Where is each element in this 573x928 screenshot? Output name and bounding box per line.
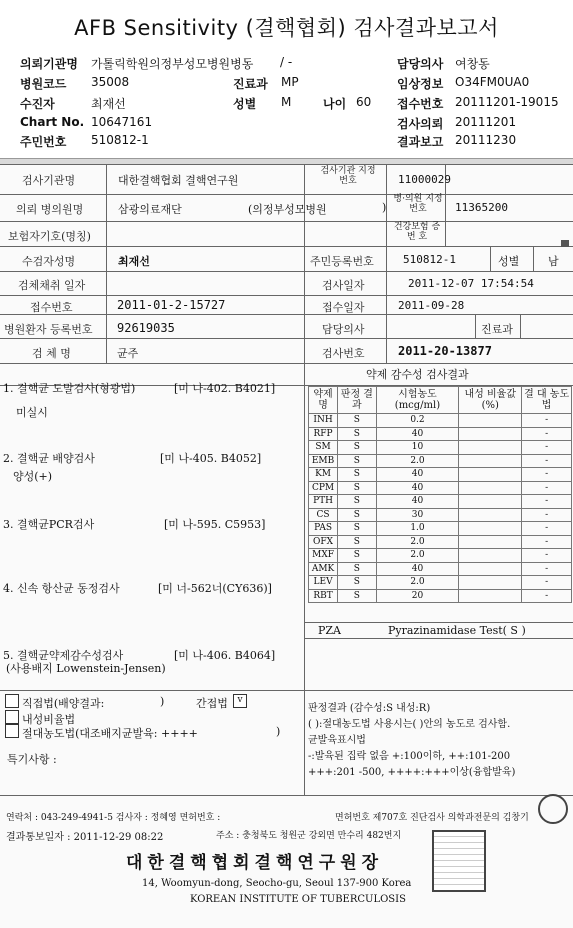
direct-close: ): [160, 695, 165, 708]
test-5-name: 5. 결핵균약제감수성검사: [3, 649, 124, 662]
susceptibility-cell: [459, 414, 522, 428]
susceptibility-cell: LEV: [309, 576, 338, 590]
susceptibility-cell: -: [522, 468, 572, 482]
hdr-value: 35008: [91, 75, 130, 89]
hdr-age-value: 60: [356, 95, 372, 109]
susceptibility-row: [309, 549, 572, 563]
req-sub: (의정부성모병원: [248, 203, 327, 216]
indirect-label: 간접법: [196, 697, 228, 710]
footer-notice-date: 결과통보일자 : 2011-12-29 08:22: [6, 832, 164, 843]
susceptibility-cell: S: [338, 468, 377, 482]
hdr-ward: / -: [280, 55, 293, 69]
susceptibility-cell: [459, 549, 522, 563]
exam-no-value: 2011-20-13877: [398, 344, 492, 358]
susceptibility-cell: [459, 441, 522, 455]
susceptibility-header: 결 대 농도법: [522, 387, 572, 414]
inst-no-label: 검사기관 지정번호: [320, 166, 376, 186]
susceptibility-cell: -: [522, 427, 572, 441]
reg-value: 92619035: [117, 321, 175, 335]
susceptibility-cell: 40: [376, 495, 459, 509]
susceptibility-cell: -: [522, 522, 572, 536]
legend-line: 균발육표시법: [308, 735, 366, 746]
test-4-name: 4. 신속 항산균 동정검사: [3, 582, 120, 595]
hdr-value: 10647161: [91, 115, 153, 129]
susceptibility-cell: -: [522, 454, 572, 468]
exam-no-label: 검사번호: [322, 347, 365, 360]
susceptibility-cell: AMK: [309, 562, 338, 576]
susceptibility-cell: -: [522, 414, 572, 428]
rrn-label: 주민등록번호: [310, 255, 374, 268]
legend-line: 판정결과 (감수성:S 내성:R): [308, 703, 431, 714]
hdr-label: 의뢰기관명: [20, 57, 78, 71]
susceptibility-cell: S: [338, 535, 377, 549]
susceptibility-row: [309, 495, 572, 509]
susceptibility-cell: [459, 522, 522, 536]
reg-label: 병원환자 등록번호: [4, 323, 93, 336]
susceptibility-cell: -: [522, 576, 572, 590]
legend-line: ( ):절대농도법 사용시는( )안의 농도로 검사함.: [308, 719, 511, 730]
susceptibility-cell: [459, 468, 522, 482]
report-title: AFB Sensitivity (결핵협회) 검사결과보고서: [74, 16, 499, 40]
hdr-label: 임상정보: [397, 77, 444, 91]
susceptibility-cell: [459, 535, 522, 549]
susceptibility-row: [309, 481, 572, 495]
susceptibility-cell: S: [338, 549, 377, 563]
hdr-label: 결과보고: [397, 135, 444, 149]
hdr-value: 가톨릭학원의정부성모병원병동: [91, 57, 254, 71]
test-5-result: (사용배지 Lowenstein-Jensen): [6, 662, 166, 675]
susceptibility-cell: S: [338, 427, 377, 441]
sex-label: 성별: [498, 255, 520, 268]
susceptibility-header: 시험농도 (mcg/ml): [376, 387, 459, 414]
susceptibility-title: 약제 감수성 검사결과: [366, 368, 469, 381]
test-2-name: 2. 결핵균 배양검사: [3, 452, 95, 465]
susceptibility-cell: 2.0: [376, 454, 459, 468]
susceptibility-cell: 2.0: [376, 576, 459, 590]
hdr-dept-value: MP: [281, 75, 299, 89]
inst-no-value: 11000029: [398, 173, 451, 186]
test-1-result: 미실시: [16, 406, 48, 419]
test-3-name: 3. 결핵균PCR검사: [3, 518, 95, 531]
guardian-label: 보험자기호(명칭): [8, 230, 91, 243]
absolute-label: 절대농도법(대조배지균발육: ++++: [22, 727, 198, 740]
hdr-dept-label: 진료과: [233, 77, 268, 91]
susceptibility-cell: EMB: [309, 454, 338, 468]
hdr-value: 여창동: [455, 57, 490, 71]
susceptibility-row: [309, 535, 572, 549]
resist-ratio-checkbox[interactable]: [5, 710, 19, 724]
insurance-label: 건강보험 증 번 호: [393, 222, 441, 242]
hdr-value: O34FM0UA0: [455, 75, 530, 89]
susceptibility-cell: INH: [309, 414, 338, 428]
susceptibility-cell: S: [338, 562, 377, 576]
susceptibility-cell: 40: [376, 562, 459, 576]
susceptibility-cell: 20: [376, 589, 459, 603]
collect-label: 검체채취 일자: [18, 279, 86, 292]
patient-label: 수검자성명: [22, 255, 76, 268]
req-no-label: 병·의원 지정번호: [393, 194, 443, 214]
susceptibility-cell: -: [522, 549, 572, 563]
direct-checkbox[interactable]: [5, 694, 19, 708]
susceptibility-cell: 40: [376, 427, 459, 441]
susceptibility-cell: -: [522, 481, 572, 495]
test-4-code: [미 너-562너(CY636)]: [158, 582, 272, 595]
footer-contact: 연락처 : 043-249-4941-5 검사자 : 정혜영 면허번호 :: [6, 813, 221, 823]
hdr-label: 수진자: [20, 97, 55, 111]
susceptibility-cell: [459, 427, 522, 441]
req-label: 의뢰 병의원명: [16, 203, 84, 216]
susceptibility-row: [309, 414, 572, 428]
susceptibility-cell: PAS: [309, 522, 338, 536]
susceptibility-header: 내성 비율값(%): [459, 387, 522, 414]
susceptibility-row: [309, 441, 572, 455]
hdr-label: 담당의사: [397, 57, 444, 71]
susceptibility-cell: -: [522, 508, 572, 522]
hdr-value: 510812-1: [91, 133, 149, 147]
susceptibility-row: [309, 468, 572, 482]
susceptibility-cell: S: [338, 508, 377, 522]
test-1-name: 1. 결핵균 도말검사(형광법): [3, 382, 136, 395]
footer-address-kr: 주소 : 충청북도 청원군 강외면 만수리 482번지: [216, 831, 402, 841]
susceptibility-row: [309, 562, 572, 576]
susceptibility-cell: -: [522, 495, 572, 509]
susceptibility-cell: 0.2: [376, 414, 459, 428]
susceptibility-cell: MXF: [309, 549, 338, 563]
susceptibility-cell: CS: [309, 508, 338, 522]
scanned-report: [0, 164, 573, 928]
susceptibility-cell: S: [338, 495, 377, 509]
susceptibility-cell: 30: [376, 508, 459, 522]
receipt-date-label: 접수일자: [322, 301, 365, 314]
receipt-date-value: 2011-09-28: [398, 299, 465, 312]
test-3-code: [미 나-595. C5953]: [164, 518, 266, 531]
susceptibility-row: [309, 508, 572, 522]
notes-label: 특기사항 :: [7, 753, 57, 766]
hdr-value: 최재선: [91, 97, 126, 111]
dept-label: 진료과: [481, 323, 513, 336]
susceptibility-cell: S: [338, 481, 377, 495]
patient-value: 최재선: [118, 255, 150, 268]
hdr-age-label: 나이: [323, 97, 347, 111]
susceptibility-table: [308, 386, 572, 603]
susceptibility-header: 약제명: [309, 387, 338, 414]
footer-address-en: 14, Woomyun-dong, Seocho-gu, Seoul 137-900 Korea: [142, 878, 412, 889]
hdr-value: 20111230: [455, 133, 517, 147]
susceptibility-cell: 1.0: [376, 522, 459, 536]
susceptibility-cell: 40: [376, 468, 459, 482]
susceptibility-cell: SM: [309, 441, 338, 455]
exam-date-value: 2011-12-07 17:54:54: [408, 277, 534, 290]
doctor-label: 담당의사: [322, 323, 365, 336]
susceptibility-row: [309, 576, 572, 590]
hdr-value: 20111201-19015: [455, 95, 559, 109]
susceptibility-cell: 10: [376, 441, 459, 455]
specimen-label: 검 체 명: [32, 347, 71, 360]
indirect-checkbox[interactable]: v: [233, 694, 247, 708]
susceptibility-cell: S: [338, 589, 377, 603]
susceptibility-cell: -: [522, 441, 572, 455]
susceptibility-cell: [459, 481, 522, 495]
susceptibility-cell: KM: [309, 468, 338, 482]
hdr-sex-value: M: [281, 95, 292, 109]
susceptibility-cell: -: [522, 535, 572, 549]
pza-value: Pyrazinamidase Test( S ): [388, 624, 526, 637]
legend-line: -:발육된 집락 없음 +:100이하, ++:101-200: [308, 751, 511, 762]
req-paren: ): [382, 201, 387, 214]
test-1-code: [미 나-402. B4021]: [174, 382, 276, 395]
resist-ratio-label: 내성비율법: [22, 713, 76, 726]
hdr-label: Chart No.: [20, 115, 85, 129]
footer-org-kr: 대한결핵협회결핵연구원장: [126, 853, 384, 873]
susceptibility-cell: -: [522, 589, 572, 603]
susceptibility-row: [309, 589, 572, 603]
test-2-code: [미 나-405. B4052]: [160, 452, 262, 465]
susceptibility-header: 판정 결과: [338, 387, 377, 414]
absolute-close: ): [276, 725, 281, 738]
susceptibility-cell: [459, 562, 522, 576]
susceptibility-cell: [459, 454, 522, 468]
susceptibility-cell: CPM: [309, 481, 338, 495]
receipt-no-value: 2011-01-2-15727: [117, 298, 226, 312]
susceptibility-cell: S: [338, 414, 377, 428]
pza-label: PZA: [318, 624, 341, 637]
inst-label: 검사기관명: [22, 174, 76, 187]
susceptibility-cell: [459, 576, 522, 590]
susceptibility-cell: S: [338, 576, 377, 590]
hdr-value: 20111201: [455, 115, 517, 129]
test-2-result: 양성(+): [13, 470, 53, 483]
footer-org-en: KOREAN INSTITUTE OF TUBERCULOSIS: [190, 894, 406, 905]
exam-date-label: 검사일자: [322, 279, 365, 292]
susceptibility-cell: RBT: [309, 589, 338, 603]
susceptibility-cell: OFX: [309, 535, 338, 549]
hdr-sex-label: 성별: [233, 97, 257, 111]
footer-license: 면허번호 제707호 진단검사 의학과전문의 김창기: [335, 813, 529, 823]
direct-label: 직접법(배양결과:: [22, 697, 105, 710]
legend-line: +++:201 -500, ++++:+++이상(융합발육): [308, 767, 516, 778]
req-no-value: 11365200: [455, 201, 508, 214]
susceptibility-cell: S: [338, 522, 377, 536]
susceptibility-cell: [459, 589, 522, 603]
susceptibility-row: [309, 454, 572, 468]
specimen-value: 균주: [117, 347, 139, 360]
rrn-value: 510812-1: [403, 253, 456, 266]
round-seal-icon: [538, 794, 568, 824]
susceptibility-cell: S: [338, 441, 377, 455]
susceptibility-cell: S: [338, 454, 377, 468]
susceptibility-cell: RFP: [309, 427, 338, 441]
hdr-label: 검사의뢰: [397, 117, 444, 131]
hdr-label: 병원코드: [20, 77, 67, 91]
inst-value: 대한결핵협회 결핵연구원: [118, 174, 239, 187]
susceptibility-cell: 2.0: [376, 549, 459, 563]
hdr-label: 접수번호: [397, 97, 444, 111]
susceptibility-row: [309, 522, 572, 536]
susceptibility-cell: PTH: [309, 495, 338, 509]
susceptibility-cell: 40: [376, 481, 459, 495]
sex-value: 남: [548, 255, 559, 268]
absolute-checkbox[interactable]: [5, 724, 19, 738]
susceptibility-cell: 2.0: [376, 535, 459, 549]
req-value: 삼광의료재단: [118, 203, 182, 216]
official-seal-icon: [432, 830, 486, 892]
susceptibility-cell: -: [522, 562, 572, 576]
susceptibility-cell: [459, 495, 522, 509]
susceptibility-cell: [459, 508, 522, 522]
susceptibility-row: [309, 427, 572, 441]
receipt-no-label: 접수번호: [30, 301, 73, 314]
hdr-label: 주민번호: [20, 135, 67, 149]
test-5-code: [미 나-406. B4064]: [174, 649, 276, 662]
